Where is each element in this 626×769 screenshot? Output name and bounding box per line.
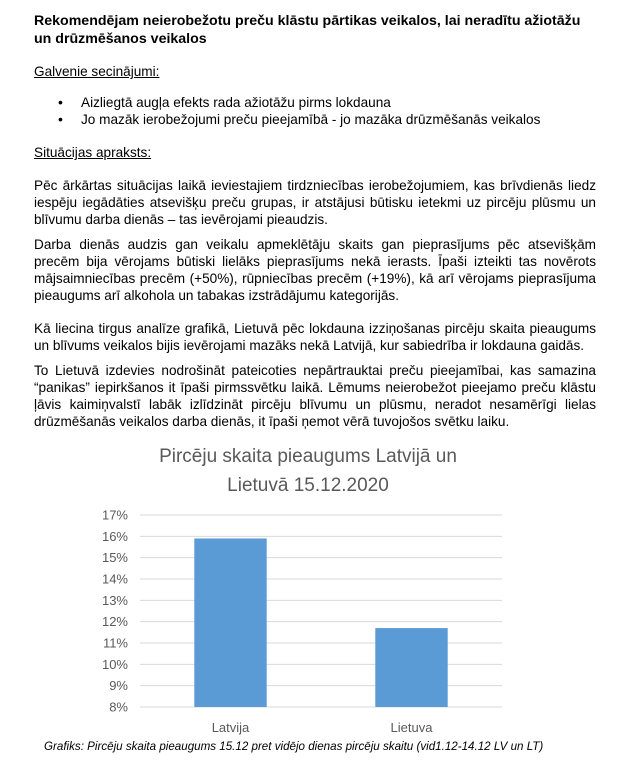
chart-caption: Grafiks: Pircēju skaita pieaugums 15.12 pret vidējo dienas pircēju skaitu (vid1.12-14.12 LV un LT) (44, 740, 544, 753)
paragraph: To Lietuvā izdevies nodrošināt pateicoties nepārtrauktai preču pieejamībai, kas samazina “panikas” iepirkšanos it īpaši pirmssvētku laikā. Lēmums neierobežot pieejamo preču klāstu ļāvis kaimiņvalstī labāk izlīdzināt pircēju blīvumu un plūsmu, neradot nesamērīgi lielas drūzmēšanās veikalos darba dienās, it īpaši ņemot vērā tuvojošos svētku laiku. (34, 363, 596, 429)
y-tick-label: 9% (109, 678, 128, 694)
chart-title-line: Pircēju skaita pieaugums Latvijā un (159, 446, 457, 467)
finding-item: • Jo mazāk ierobežojumi preču pieejamībā - jo mazāka drūzmēšanās veikalos (34, 111, 540, 128)
y-tick-label: 14% (101, 571, 128, 587)
paragraph: Pēc ārkārtas situācijas laikā ieviestajiem tirdzniecības ierobežojumiem, kas brīvdienās liedz iespēju iegādāties atsevišķu preču grupas, ir atstājusi būtisku ietekmi uz pircēju plūsmu un blīvumu darba dienās – tas ievērojami pieaudzis. (34, 178, 596, 227)
chart-title-line: Lietuvā 15.12.2020 (227, 475, 389, 496)
y-tick-label: 17% (101, 507, 128, 523)
y-tick-label: 11% (102, 635, 128, 651)
y-tick-label: 12% (101, 614, 128, 630)
findings-heading: Galvenie secinājumi: (34, 64, 160, 79)
y-tick-label: 13% (101, 592, 128, 608)
y-tick-label: 16% (101, 528, 128, 544)
x-category-label: Lietuva (390, 720, 433, 735)
paragraph: Darba dienās audzis gan veikalu apmeklētāju skaits gan pieprasījums pēc atsevišķām precēm bija vērojams būtiski lielāks pieprasījums nekā ierasts. Īpaši izteikti tas novērots mājsaimniecības precēm (+50%), rūpniecības precēm (+19%), kā arī vērojams pieprasījuma pieaugums arī alkohola un tabakas izstrādājumu kategorijās. (34, 237, 596, 303)
y-tick-label: 15% (101, 550, 128, 566)
bar-lietuva (375, 628, 447, 707)
paragraph: Kā liecina tirgus analīze grafikā, Lietuvā pēc lokdauna izziņošanas pircēju skaita pieaugums un blīvums veikalos bijis ievērojami mazāks nekā Latvijā, kur sabiedrība ir lokdauna gaidās. (34, 321, 596, 353)
x-category-label: Latvija (211, 720, 250, 735)
situation-heading: Situācijas apraksts: (34, 145, 152, 160)
y-tick-label: 10% (101, 656, 128, 672)
finding-item: • Aizliegtā augļa efekts rada ažiotāžu pirms lokdauna (34, 94, 540, 111)
y-tick-label: 8% (109, 699, 128, 715)
document-title: Rekomendējam neierobežotu preču klāstu pārtikas veikalos, lai neradītu ažiotāžu un drūzmēšanos veikalos (34, 13, 581, 47)
bar-latvija (194, 538, 266, 707)
